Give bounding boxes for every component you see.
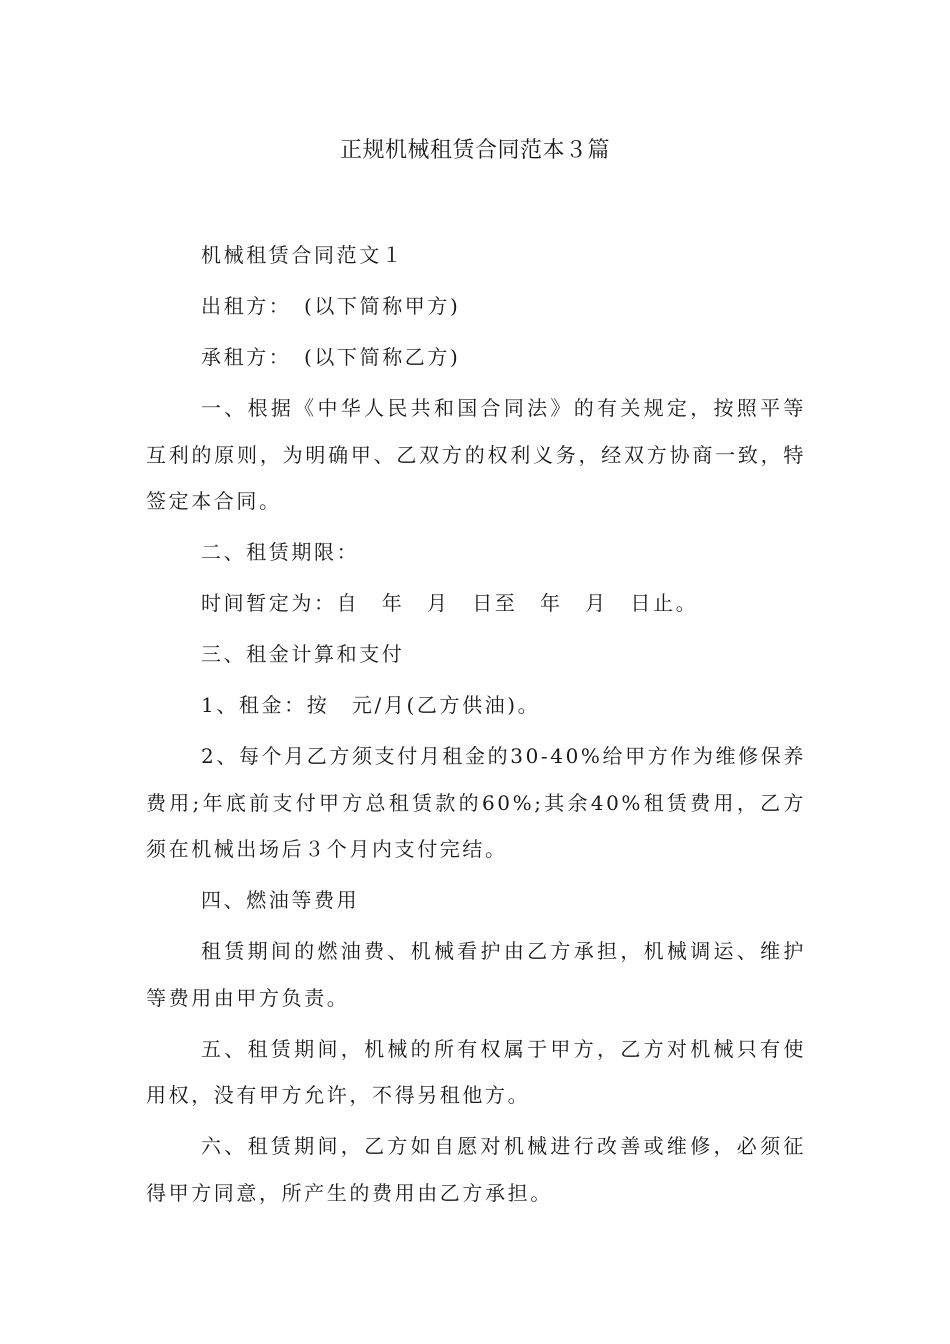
payment-terms-paragraph: 2、每个月乙方须支付月租金的30-40%给甲方作为维修保养费用;年底前支付甲方总租赁款的60%;其余40%租赁费用，乙方须在机械出场后３个月内支付完结。 [146, 744, 806, 861]
lessor-line: 出租方： (以下简称甲方) [201, 294, 461, 318]
clause-5: 五、租赁期间，机械的所有权属于甲方，乙方对机械只有使用权，没有甲方允许，不得另租他方。 [146, 1036, 806, 1107]
document-body [146, 232, 806, 1221]
clause-4-heading: 四、燃油等费用 [201, 888, 360, 912]
fuel-costs-paragraph: 租赁期间的燃油费、机械看护由乙方承担，机械调运、维护等费用由甲方负责。 [146, 939, 806, 1010]
rent-rate-line: 1、租金：按 元/月(乙方供油)。 [201, 693, 541, 717]
clause-1: 一、根据《中华人民共和国合同法》的有关规定，按照平等互利的原则，为明确甲、乙双方的权利义务，经双方协商一致，特签定本合同。 [146, 396, 806, 513]
lease-term-line: 时间暂定为：自 年 月 日至 年 月 日止。 [201, 591, 699, 615]
section-heading: 机械租赁合同范文１ [201, 243, 405, 267]
clause-2-heading: 二、租赁期限： [201, 540, 360, 564]
document-title: 正规机械租赁合同范本３篇 [339, 138, 610, 163]
clause-6: 六、租赁期间，乙方如自愿对机械进行改善或维修，必须征得甲方同意，所产生的费用由乙方承担。 [146, 1134, 806, 1205]
clause-3-heading: 三、租金计算和支付 [201, 642, 405, 666]
lessee-line: 承租方： (以下简称乙方) [201, 345, 461, 369]
